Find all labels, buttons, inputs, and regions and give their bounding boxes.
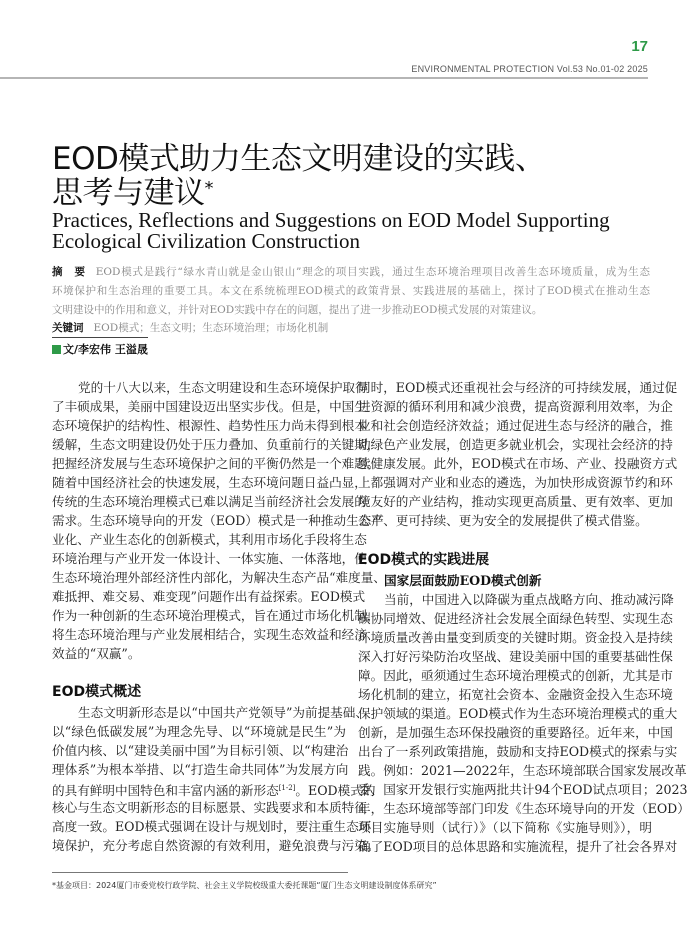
text-line: 缓解，生态文明建设仍处于压力叠加、负重前行的关键期， [52, 437, 380, 452]
text-line: 生态文明新形态是以“中国共产党领导”为前提基础、 [78, 705, 368, 720]
keywords [52, 320, 650, 337]
text-line: 把握经济发展与生态环境保护之间的平衡仍然是一个难题。 [52, 456, 380, 471]
text-line: 随着中国经济社会的快速发展，生态环境问题日益凸显， [52, 475, 367, 490]
text-line: 续健康发展。此外，EOD模式在市场、产业、投融资方式 [358, 456, 678, 471]
text-line: 当前，中国进入以降碳为重点战略方向、推动减污降 [384, 592, 674, 607]
author-line [52, 341, 148, 357]
text-line: 动绿色产业发展，创造更多就业机会，实现社会经济的持 [358, 437, 673, 452]
footnote-rule [52, 872, 348, 873]
left-column [52, 378, 386, 855]
text-line: 境友好的产业结构，推动实现更高质量、更有效率、更加 [358, 494, 673, 509]
text-line: 保护领域的渠道。EOD模式作为生态环境治理模式的重大 [358, 706, 678, 721]
text-line: 境保护，充分考虑自然资源的有效利用，避免浪费与污染。 [52, 838, 380, 853]
practice-paragraph [358, 590, 690, 856]
text-line: 了丰硕成果，美丽中国建设迈出坚实步伐。但是，中国生 [52, 399, 367, 414]
journal-header: ENVIRONMENTAL PROTECTION Vol.53 No.01-02 2025 [411, 64, 648, 74]
keywords-label: 关键词 [52, 322, 84, 334]
text: 。EOD模式的 [295, 783, 376, 799]
text-line: 业和社会创造经济效益；通过促进生态与经济的融合，推 [358, 418, 673, 433]
title-line-1: EOD模式助力生态文明建设的实践、 [52, 141, 546, 177]
author-rule [52, 337, 148, 338]
abstract-line: 环境保护和生态治理的重要工具。本文在系统梳理EOD模式的政策背景、实践进展的基础上，探讨了EOD模式在推动生态 [52, 285, 650, 297]
text-line: 深入打好污染防治攻坚战、建设美丽中国的重要基础性保 [358, 649, 673, 664]
text: 的具有鲜明中国特色和丰富内涵的新形态 [52, 783, 279, 799]
title-line-2-text: 思考与建议 [52, 175, 205, 211]
author-names: 文/李宏伟 王溢晟 [63, 343, 148, 356]
text-line: 环境治理与产业开发一体设计、一体实施、一体落地，使 [52, 551, 367, 566]
text-line: 需求。生态环境导向的开发（EOD）模式是一种推动生态产 [52, 513, 384, 528]
intro-paragraph [52, 378, 386, 663]
continued-paragraph [358, 378, 678, 530]
abstract-line [52, 263, 650, 282]
text-line: 公平、更可持续、更为安全的发展提供了模式借鉴。 [358, 513, 648, 528]
right-column [358, 378, 690, 856]
text-line: 生态环境治理外部经济性内部化，为解决生态产品“难度量、 [52, 570, 386, 585]
section-heading-overview: EOD模式概述 [52, 684, 142, 700]
text-line: 进资源的循环利用和减少浪费，提高资源利用效率，为企 [358, 399, 673, 414]
green-square-icon [52, 345, 61, 354]
text-line: 践。例如：2021—2022年，生态环境部联合国家发展改革 [358, 763, 687, 778]
title-footnote-mark: * [204, 178, 213, 199]
header-rule [0, 77, 648, 79]
text-line: 核心与生态文明新形态的目标愿景、实践要求和本质特征 [52, 800, 367, 815]
keywords-text: EOD模式；生态文明；生态环境治理；市场化机制 [93, 322, 329, 334]
text-line: 传统的生态环境治理模式已难以满足当前经济社会发展的 [52, 494, 367, 509]
text-line: 作为一种创新的生态环境治理模式，旨在通过市场化机制， [52, 608, 380, 623]
text-line: 上都强调对产业和业态的遴选，为加快形成资源节约和环 [358, 475, 673, 490]
text-line: 难抵押、难交易、难变现”问题作出有益探索。EOD模式 [52, 589, 366, 604]
abstract [52, 263, 650, 337]
overview-paragraph [52, 703, 380, 855]
page-number: 17 [631, 38, 648, 55]
text-line: 效益的“双赢”。 [52, 646, 141, 661]
article-title [52, 142, 545, 210]
text-line: 委、国家开发银行实施两批共计94个EOD试点项目；2023 [358, 782, 688, 797]
text-line: 业化、产业生态化的创新模式，其利用市场化手段将生态 [52, 532, 367, 547]
section-heading-practice: EOD模式的实践进展 [358, 552, 490, 568]
abstract-line: 文明建设中的作用和意义，并针对EOD实践中存在的问题，提出了进一步推动EOD模式发展的对策建议。 [52, 304, 543, 316]
english-title: Practices, Reflections and Suggestions on EOD Model Supporting Ecological Civilization Construction [52, 208, 610, 253]
text-line: 以“绿色低碳发展”为理念先导、以“环境就是民生”为 [52, 724, 346, 739]
text-line: 将生态环境治理与产业发展相结合，实现生态效益和经济 [52, 627, 367, 642]
abstract-text: EOD模式是践行“绿水青山就是金山银山”理念的项目实践，通过生态环境治理项目改善生态环境质量，成为生态 [95, 266, 650, 278]
text-line: 理体系”为根本举措、以“打造生命共同体”为发展方向 [52, 762, 349, 777]
text-line: 态环境保护的结构性、根源性、趋势性压力尚未得到根本 [52, 418, 367, 433]
title-line-2 [52, 176, 545, 210]
text-line: 出台了一系列政策措施，鼓励和支持EOD模式的探索与实 [358, 744, 678, 759]
text-line: 高度一致。EOD模式强调在设计与规划时，要注重生态环 [52, 819, 372, 834]
text-line: 创新，是加强生态环保投融资的重要路径。近年来，中国 [358, 725, 673, 740]
text-line: 场化机制的建立，拓宽社会资本、金融资金投入生态环境 [358, 687, 673, 702]
text-line: 障。因此，亟须通过生态环境治理模式的创新，尤其是市 [358, 668, 673, 683]
footnote: *基金项目：2024厦门市委党校行政学院、社会主义学院校级重大委托课题“厦门生态文明建设制度体系研究” [52, 881, 437, 890]
abstract-label: 摘 要 [52, 266, 86, 278]
text-line [52, 779, 376, 799]
text-line: 年，生态环境部等部门印发《生态环境导向的开发（EOD） [358, 801, 690, 816]
subsection-heading: 国家层面鼓励EOD模式创新 [384, 573, 542, 588]
text-line: 碳协同增效、促进经济社会发展全面绿色转型、实现生态 [358, 611, 673, 626]
text-line: 价值内核、以“建设美丽中国”为目标引领、以“构建治 [52, 743, 349, 758]
citation: [1-2] [278, 784, 296, 792]
text-line: 党的十八大以来，生态文明建设和生态环境保护取得 [78, 380, 368, 395]
text-line: 确了EOD项目的总体思路和实施流程，提升了社会各界对 [358, 839, 678, 854]
text-line: 环境质量改善由量变到质变的关键时期。资金投入是持续 [358, 630, 673, 645]
text-line: 同时，EOD模式还重视社会与经济的可持续发展，通过促 [358, 380, 678, 395]
text-line: 项目实施导则（试行）》（以下简称《实施导则》），明 [358, 820, 652, 835]
